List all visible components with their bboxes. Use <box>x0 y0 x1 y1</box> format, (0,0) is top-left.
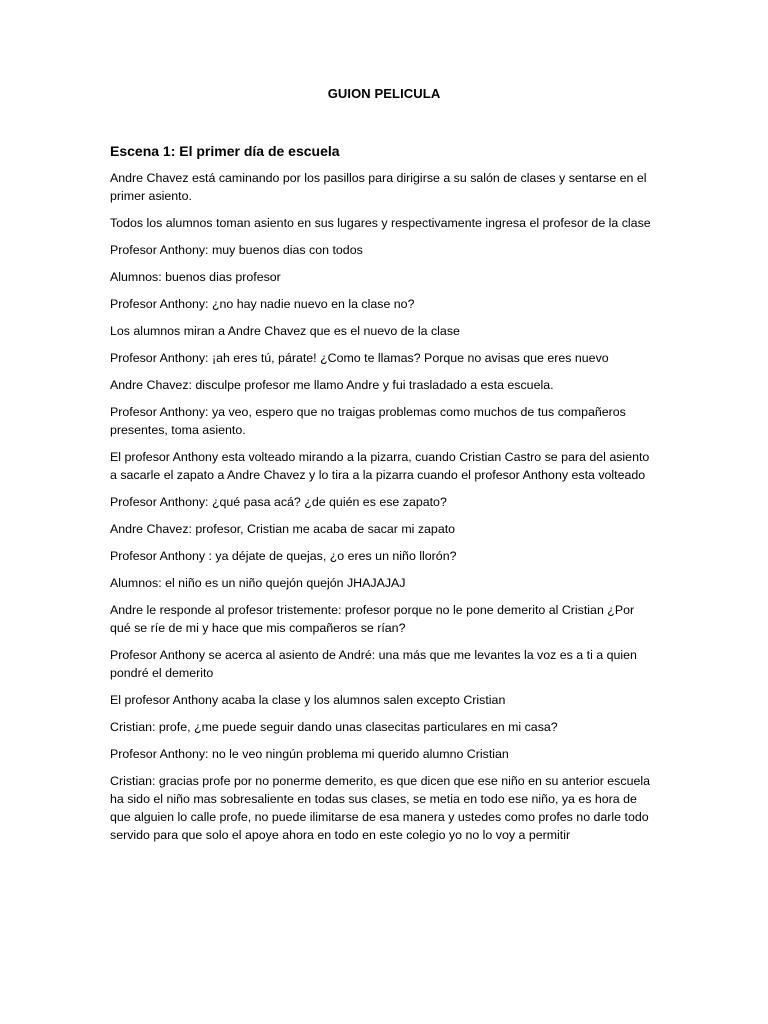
paragraph: Andre Chavez está caminando por los pasillos para dirigirse a su salón de clases y sentarse en el primer asiento. <box>110 171 647 203</box>
paragraph: Alumnos: buenos dias profesor <box>110 270 281 284</box>
paragraph: Todos los alumnos toman asiento en sus lugares y respectivamente ingresa el profesor de la clase <box>110 216 651 230</box>
paragraph: Cristian: profe, ¿me puede seguir dando unas clasecitas particulares en mi casa? <box>110 720 558 734</box>
paragraph: Los alumnos miran a Andre Chavez que es el nuevo de la clase <box>110 324 460 338</box>
paragraph: Profesor Anthony: muy buenos dias con todos <box>110 243 363 257</box>
paragraph: El profesor Anthony esta volteado mirando a la pizarra, cuando Cristian Castro se para del asiento a sacarle el zapato a Andre Chavez y lo tira a la pizarra cuando el profesor Anthony esta volteado <box>110 450 650 482</box>
paragraph: Profesor Anthony se acerca al asiento de André: una más que me levantes la voz es a ti a quien pondré el demerito <box>110 648 637 680</box>
scene-heading: Escena 1: El primer día de escuela <box>110 143 340 159</box>
paragraph: Profesor Anthony: ¡ah eres tú, párate! ¿Como te llamas? Porque no avisas que eres nuevo <box>110 351 609 365</box>
paragraph: Profesor Anthony: ¿no hay nadie nuevo en la clase no? <box>110 297 415 311</box>
document-body <box>110 142 658 853</box>
paragraph: Andre Chavez: disculpe profesor me llamo Andre y fui trasladado a esta escuela. <box>110 378 554 392</box>
paragraph: Andre le responde al profesor tristemente: profesor porque no le pone demerito al Cristian ¿Por qué se ríe de mi y hace que mis compañeros se rían? <box>110 603 635 635</box>
paragraph: Profesor Anthony : ya déjate de quejas, ¿o eres un niño llorón? <box>110 549 457 563</box>
paragraph: Cristian: gracias profe por no ponerme demerito, es que dicen que ese niño en su anterior escuela ha sido el niño mas sobresaliente en todas sus clases, se metia en todo ese niño, ya es hora de que alguien lo calle profe, no puede ilimitarse de esa manera y ustedes como profes no darle todo servido para que solo el apoye ahora en todo en este colegio yo no lo voy a permitir <box>110 774 650 842</box>
paragraph: Profesor Anthony: no le veo ningún problema mi querido alumno Cristian <box>110 747 509 761</box>
paragraph: El profesor Anthony acaba la clase y los alumnos salen excepto Cristian <box>110 693 506 707</box>
paragraph: Profesor Anthony: ya veo, espero que no traigas problemas como muchos de tus compañeros presentes, toma asiento. <box>110 405 626 437</box>
paragraph: Alumnos: el niño es un niño quejón quejón JHAJAJAJ <box>110 576 406 590</box>
paragraph: Andre Chavez: profesor, Cristian me acaba de sacar mi zapato <box>110 522 456 536</box>
document-title: GUION PELICULA <box>327 86 441 101</box>
paragraph: Profesor Anthony: ¿qué pasa acá? ¿de quién es ese zapato? <box>110 495 447 509</box>
